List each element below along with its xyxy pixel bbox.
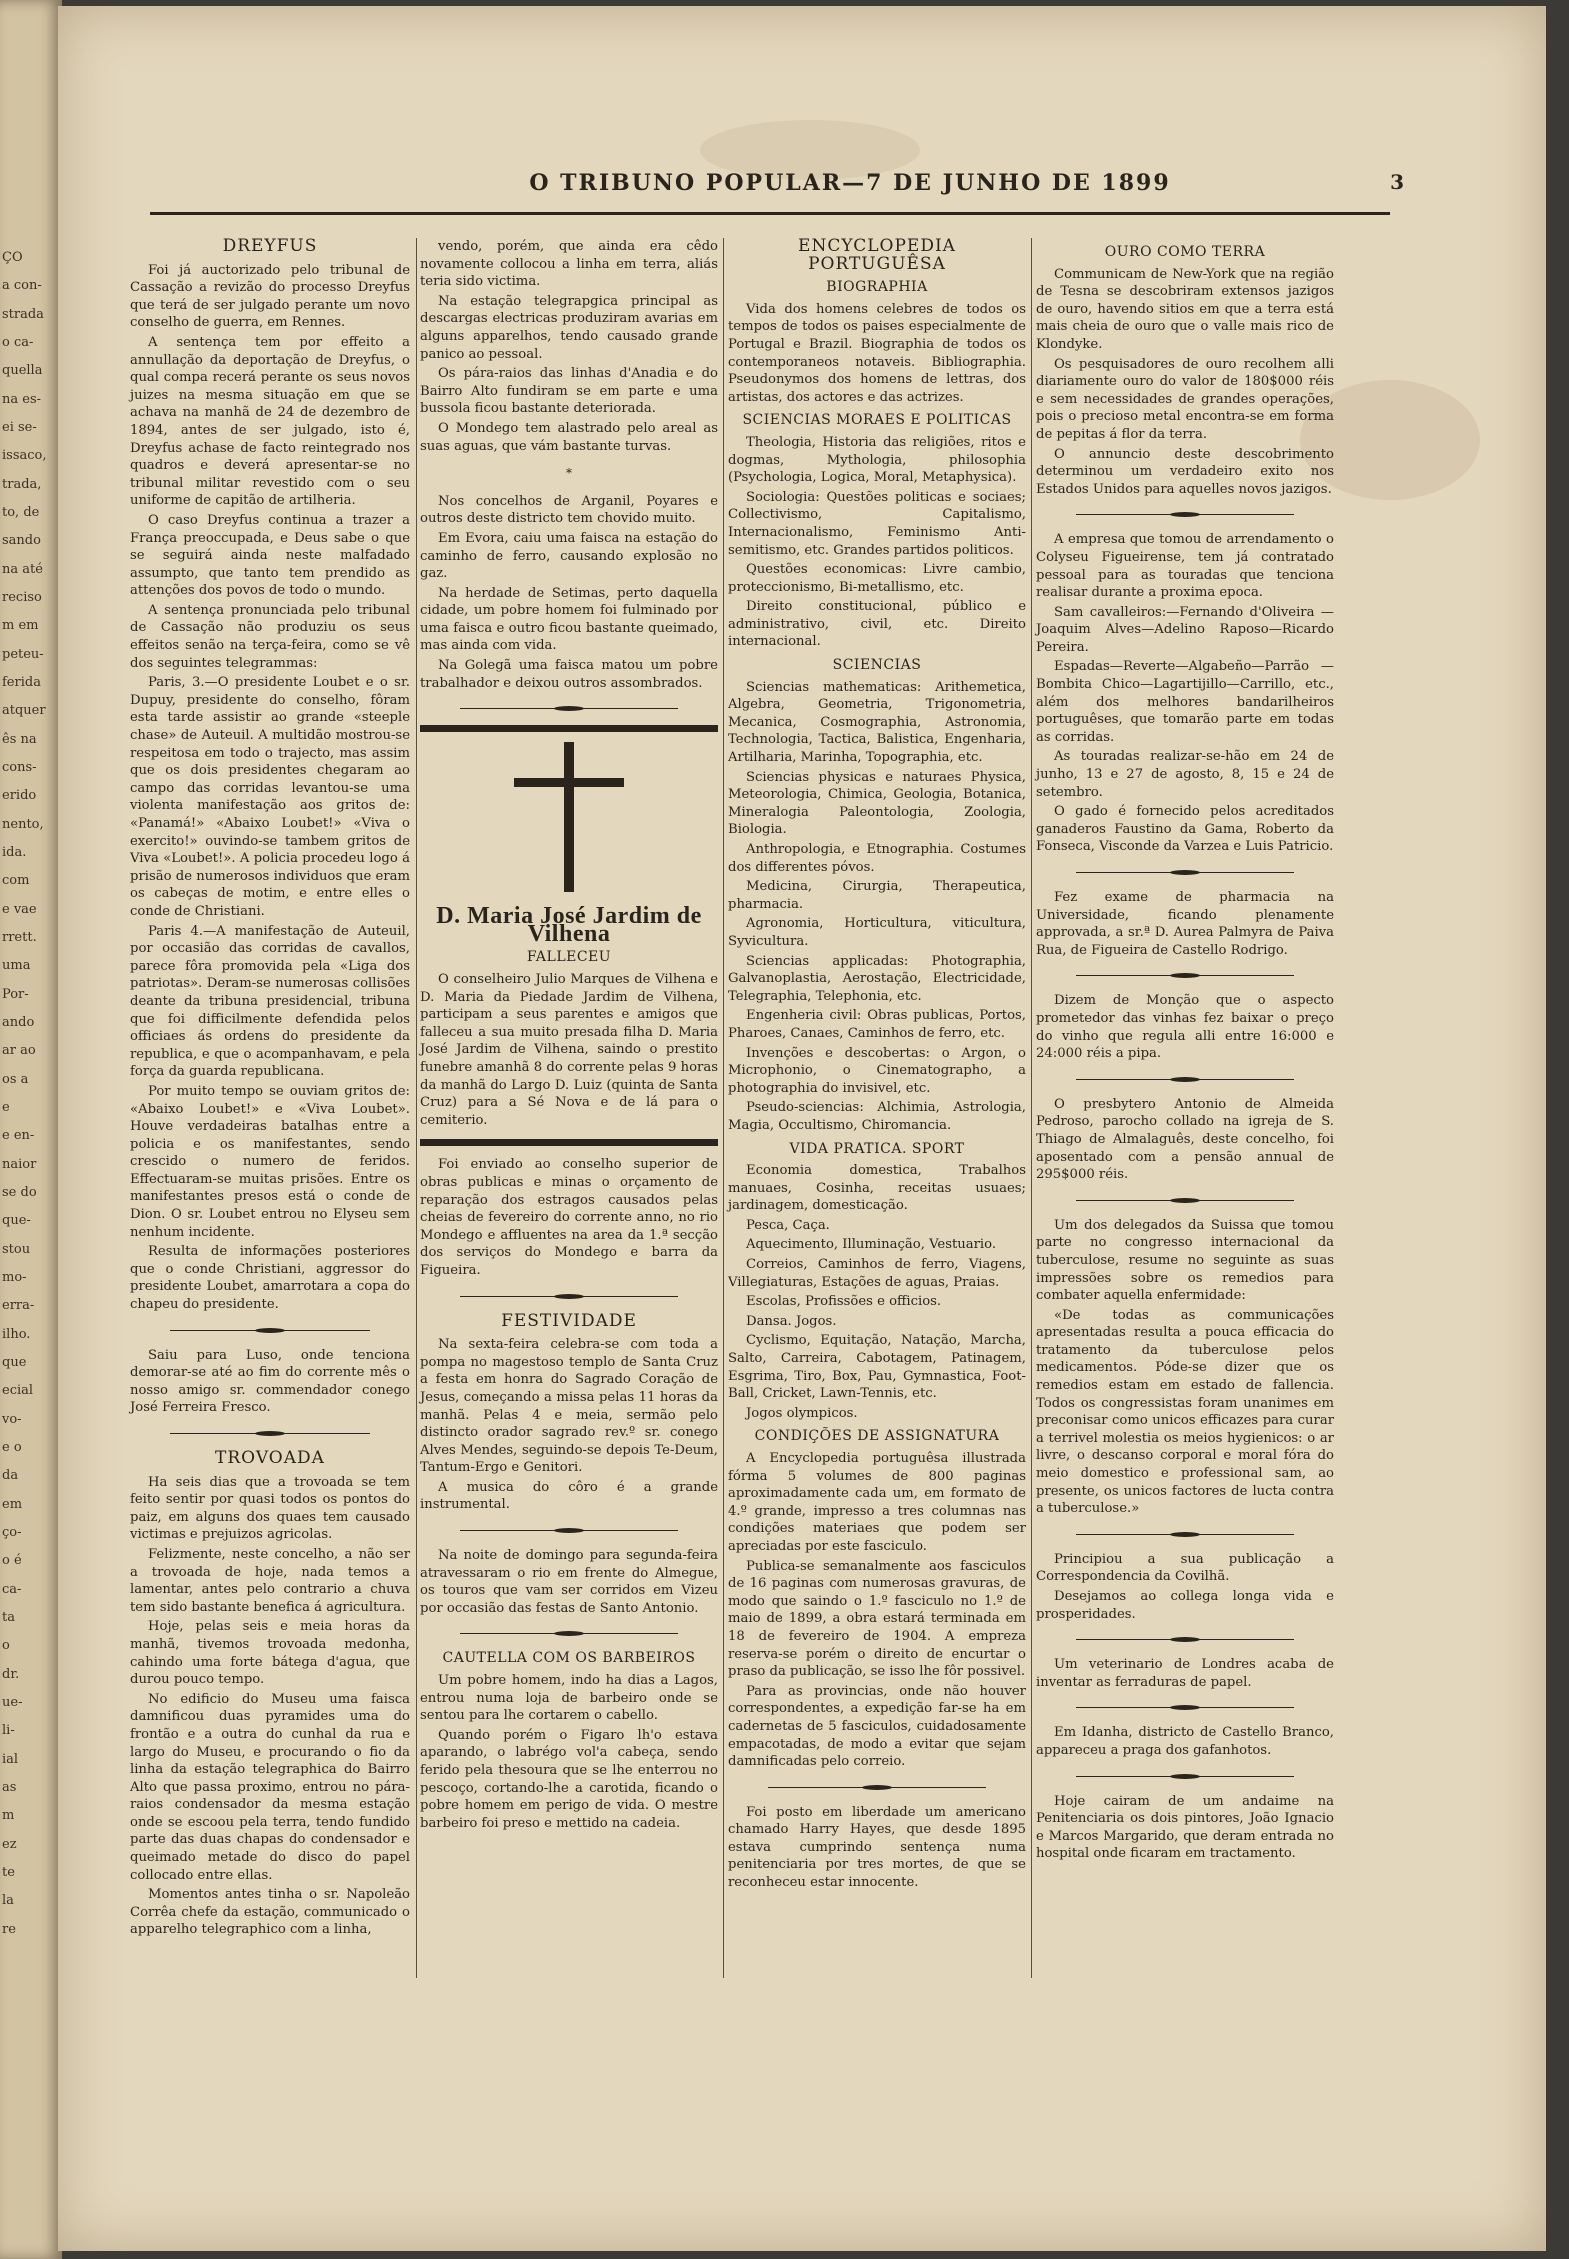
article-paragraph: Na sexta-feira celebra-se com toda a pompa no magestoso templo de Santa Cruz a festa em honra do Sagrado Coração de Jesus, começando a missa pelas 11 horas da manhã. Pelas 4 e meia, sermão pelo distincto orador sagrado rev.º sr. conego Alves Mendes, seguindo-se depois Te-Deum, Tantum-Ergo e Genitori. xyxy=(420,1337,718,1476)
masthead-rule xyxy=(150,212,1390,215)
previous-page-text-fragment: dr. xyxy=(2,1666,20,1682)
cross-icon xyxy=(420,742,718,892)
subsection-heading: BIOGRAPHIA xyxy=(826,279,928,296)
previous-page-text-fragment: o ca- xyxy=(2,335,34,350)
article-paragraph: O Mondego tem alastrado pelo areal as suas aguas, que vám bastante turvas. xyxy=(420,420,718,454)
section-separator xyxy=(1076,872,1294,873)
previous-page-text-fragment: na es- xyxy=(2,391,42,407)
previous-page-text-fragment: a con- xyxy=(2,278,42,294)
previous-page-text-fragment: o é xyxy=(2,1553,22,1569)
previous-page-text-fragment: e o xyxy=(2,1440,22,1455)
column-2 xyxy=(420,238,718,1834)
previous-page-text-fragment: atquer xyxy=(2,703,46,719)
article-paragraph: O presbytero Antonio de Almeida Pedroso, parocho collado na igreja de S. Thiago de Almalaguês, deste concelho, foi aposentado com a pensão annual de 295$000 réis. xyxy=(1036,1096,1334,1183)
previous-page-text-fragment: issaco, xyxy=(2,448,47,464)
article-paragraph: Paris, 3.—O presidente Loubet e o sr. Dupuy, presidente do conselho, fôram esta tarde assistir ao grande «steeple chase» de Auteuil. A multidão mostrou-se respeitosa em todo o trajecto, mas assim que os dois presidentes chegaram ao campo das corridas levantou-se uma violenta manifestação aos gritos de: «Panamá!» «Abaixo Loubet!» «Viva o exercito!» ouvindo-se tambem gritos de Viva «Loubet!». A policia procedeu logo á prisão de numerosos individuos que eram os cabeças de motim, e entre elles o conde de Christiani. xyxy=(130,675,410,919)
previous-page-text-fragment: ue- xyxy=(2,1695,23,1710)
section-separator xyxy=(460,1633,678,1634)
article-paragraph: Sciencias mathematicas: Arithemetica, Algebra, Geometria, Trigonometria, Mecanica, Cosmographia, Astronomia, Technologia, Tactica, Balistica, Engenharia, Artilharia, Marinha, Topographia, etc. xyxy=(728,679,1026,766)
column-3 xyxy=(728,238,1026,1894)
previous-page-text-fragment: ando xyxy=(2,1015,35,1030)
article-paragraph: Em Evora, caiu uma faisca na estação do caminho de ferro, causando explosão no gaz. xyxy=(420,530,718,582)
article-paragraph: Os pára-raios das linhas d'Anadia e do Bairro Alto fundiram se em parte e uma bussola ficou bastante deteriorada. xyxy=(420,366,718,417)
barbeiros-headline: CAUTELLA COM OS BARBEIROS xyxy=(442,1650,696,1667)
previous-page-text-fragment: com xyxy=(2,873,30,889)
article-paragraph: Pseudo-sciencias: Alchimia, Astrologia, Magia, Occultismo, Chiromancia. xyxy=(728,1100,1026,1133)
previous-page-text-fragment: te xyxy=(2,1865,15,1880)
article-paragraph: Publica-se semanalmente aos fasciculos de 16 paginas com numerosas gravuras, de modo que saindo o 1.º fasciculo no 1.º de maio de 1899, a obra estará terminada em 18 de fevereiro de 1904. A empreza reserva-se porém o direito de encurtar o praso da publicação, se isso lhe fôr possivel. xyxy=(728,1558,1026,1680)
previous-page-text-fragment: os a xyxy=(2,1071,29,1087)
article-paragraph: Dansa. Jogos. xyxy=(746,1313,837,1329)
article-paragraph: Jogos olympicos. xyxy=(746,1405,858,1421)
obituary-text: O conselheiro Julio Marques de Vilhena e D. Maria da Piedade Jardim de Vilhena, participam a seus parentes e amigos que falleceu a sua muito presada filha D. Maria José Jardim de Vilhena, saindo o prestito funebre amanhã 8 do corrente pelas 9 horas da manhã do Largo D. Luiz (quinta de Santa Cruz) para a Sé Nova e de lá para o cemiterio. xyxy=(420,972,718,1128)
section-separator xyxy=(768,1787,986,1788)
section-separator xyxy=(1076,1707,1294,1708)
previous-page-text-fragment: quella xyxy=(2,363,43,379)
previous-page-text-fragment: nento, xyxy=(2,816,44,832)
article-paragraph: Na noite de domingo para segunda-feira atravessaram o rio em frente do Almegue, os touros que vam ser corridos em Vizeu por occasião das festas de Santo Antonio. xyxy=(420,1548,718,1616)
article-paragraph: Anthropologia, e Etnographia. Costumes dos differentes póvos. xyxy=(728,842,1026,875)
section-separator xyxy=(1076,975,1294,976)
previous-page-text-fragment: da xyxy=(2,1468,19,1484)
previous-page-text-fragment: naior xyxy=(2,1156,37,1172)
masthead xyxy=(300,170,1406,196)
obituary-border-top xyxy=(420,725,718,732)
article-paragraph: O annuncio deste descobrimento determinou um verdadeiro exito nos Estados Unidos para aquelles novos jazigos. xyxy=(1036,446,1334,497)
previous-page-text-fragment: Por- xyxy=(2,986,29,1002)
previous-page-text-fragment: ida. xyxy=(2,845,27,860)
article-paragraph: Um pobre homem, indo ha dias a Lagos, entrou numa loja de barbeiro onde se sentou para lhe cortarem o cabello. xyxy=(420,1673,718,1724)
previous-page-text-fragment: ta xyxy=(2,1610,15,1625)
article-paragraph: Sociologia: Questões politicas e sociaes; Collectivismo, Capitalismo, Internacionalismo, Feminismo Anti-semitismo, etc. Grandes partidos politicos. xyxy=(728,489,1026,558)
column-divider xyxy=(416,238,417,1978)
article-paragraph: A empresa que tomou de arrendamento o Colyseu Figueirense, tem já contratado pessoal para as touradas que tenciona realisar durante a proxima epoca. xyxy=(1036,532,1334,601)
star-divider: * xyxy=(566,466,572,481)
subsection-heading: SCIENCIAS MORAES E POLITICAS xyxy=(742,412,1012,429)
encyclopedia-headline: ENCYCLOPEDIA PORTUGUÊSA xyxy=(798,236,956,274)
dreyfus-headline: DREYFUS xyxy=(222,236,318,256)
previous-page-text-fragment: cons- xyxy=(2,760,37,775)
section-separator xyxy=(1076,514,1294,515)
article-paragraph: Felizmente, neste concelho, a não ser a trovoada de hoje, nada temos a lamentar, antes pelo contrario a chuva tem sido bastante benefica á agricultura. xyxy=(130,1546,410,1615)
article-paragraph: Aquecimento, Illuminação, Vestuario. xyxy=(746,1237,997,1253)
article-paragraph: Por muito tempo se ouviam gritos de: «Abaixo Loubet!» e «Viva Loubet». Houve verdadeiras batalhas entre a policia e os manifestantes, sendo crescido o numero de feridos. Effectuaram-se muitas prisões. Entre os manifestantes presos está o conde de Dion. O sr. Loubet entrou no Elyseu sem nenhum incidente. xyxy=(130,1083,410,1240)
article-paragraph: A Encyclopedia portuguêsa illustrada fórma 5 volumes de 800 paginas aproximadamente cada um, em formato de 4.º grande, impresso a tres columnas nas condições materiaes que podem ser apreciadas por este fasciculo. xyxy=(728,1451,1026,1554)
article-paragraph: As touradas realizar-se-hão em 24 de junho, 13 e 27 de agosto, 8, 15 e 24 de setembro. xyxy=(1036,749,1334,800)
previous-page-text-fragment: e vae xyxy=(2,901,37,917)
section-separator xyxy=(460,1296,678,1297)
article-paragraph: Ha seis dias que a trovoada se tem feito sentir por quasi todos os pontos do paiz, em alguns dos quaes tem causado victimas e prejuizos agricolas. xyxy=(130,1474,410,1543)
article-paragraph: Cyclismo, Equitação, Natação, Marcha, Salto, Carreira, Cabotagem, Patinagem, Esgrima, Tiro, Box, Pau, Gymnastica, Foot-Ball, Cricket, Lawn-Tennis, etc. xyxy=(728,1333,1026,1402)
article-paragraph: Resulta de informações posteriores que o conde Christiani, aggressor do presidente Loubet, amarrotara a copa do chapeu do presidente. xyxy=(130,1244,410,1313)
obituary-name: D. Maria José Jardim de Vilhena xyxy=(436,903,702,947)
previous-page-text-fragment: ar ao xyxy=(2,1043,36,1059)
article-paragraph: vendo, porém, que ainda era cêdo novamente collocou a linha em terra, aliás teria sido victima. xyxy=(420,239,718,290)
subsection-heading: CONDIÇÕES DE ASSIGNATURA xyxy=(754,1428,1000,1445)
subsection-heading: VIDA PRATICA. SPORT xyxy=(789,1140,965,1157)
article-paragraph: Momentos antes tinha o sr. Napoleão Corrêa chefe da estação, communicado o apparelho telegraphico com a linha, xyxy=(130,1887,410,1938)
previous-page-text-fragment: em xyxy=(2,1496,23,1512)
previous-page-text-fragment: ês na xyxy=(2,731,37,747)
article-paragraph: Na herdade de Setimas, perto daquella cidade, um pobre homem foi fulminado por uma faisca e outro ficou bastante queimado, mas ainda com vida. xyxy=(420,585,718,654)
article-paragraph: Fez exame de pharmacia na Universidade, ficando plenamente approvada, a sr.ª D. Aurea Palmyra de Paiva Rua, de Figueira de Castello Rodrigo. xyxy=(1036,890,1334,958)
article-paragraph: Paris 4.—A manifestação de Auteuil, por occasião das corridas de cavallos, parece fôra promovida pela «Liga dos patriotas». Deram-se numerosas collisões deante da tribuna presidencial, tribuna que foi difficilmente defendida pelos officiaes ás ordens do presidente da republica, e que o acompanhavam, e pela força da guarda republicana. xyxy=(130,923,410,1080)
article-paragraph: Questões economicas: Livre cambio, proteccionismo, Bi-metallismo, etc. xyxy=(728,562,1026,595)
previous-page-text-fragment: na até xyxy=(2,561,43,577)
previous-page-text-fragment: re xyxy=(2,1921,16,1937)
column-4 xyxy=(1036,238,1334,1865)
section-separator xyxy=(1076,1639,1294,1640)
previous-page-text-fragment: strada xyxy=(2,306,44,322)
page-number: 3 xyxy=(1390,170,1406,194)
previous-page-text-fragment: reciso xyxy=(2,590,42,605)
article-paragraph: Sciencias applicadas: Photographia, Galvanoplastia, Aerostação, Electricidade, Telegraphia, Telephonia, etc. xyxy=(728,953,1026,1004)
article-paragraph: Dizem de Monção que o aspecto prometedor das vinhas fez baixar o preço do vinho que regula alli entre 16:000 e 24:000 réis a pipa. xyxy=(1036,993,1334,1062)
article-paragraph: Hoje, pelas seis e meia horas da manhã, tivemos trovoada medonha, cahindo uma forte bátega d'agua, que durou pouco tempo. xyxy=(130,1619,410,1688)
previous-page-edge xyxy=(0,0,62,2259)
column-1 xyxy=(130,238,410,1941)
previous-page-text-fragment: erra- xyxy=(2,1298,35,1314)
previous-page-text-fragment: o xyxy=(2,1638,10,1654)
previous-page-text-fragment: trada, xyxy=(2,476,42,492)
article-paragraph: O gado é fornecido pelos acreditados ganaderos Faustino da Gama, Roberto da Fonseca, Visconde da Varzea e Luis Patricio. xyxy=(1036,804,1334,855)
article-paragraph: Um dos delegados da Suissa que tomou parte no congresso internacional da tuberculose, resume no seguinte as suas impressões sobre os remedios para combater aquella enfermidade: xyxy=(1036,1217,1334,1304)
section-separator xyxy=(1076,1079,1294,1080)
article-paragraph: Medicina, Cirurgia, Therapeutica, pharmacia. xyxy=(728,879,1026,912)
previous-page-text-fragment: uma xyxy=(2,958,31,974)
previous-page-text-fragment: que xyxy=(2,1355,27,1370)
previous-page-text-fragment: se do xyxy=(2,1185,37,1200)
article-paragraph: Principiou a sua publicação a Correspondencia da Covilhã. xyxy=(1036,1551,1334,1585)
previous-page-text-fragment: m em xyxy=(2,618,39,634)
column-divider xyxy=(1031,238,1032,1978)
article-paragraph: Nos concelhos de Arganil, Poyares e outros deste districto tem chovido muito. xyxy=(420,493,718,527)
section-separator xyxy=(1076,1200,1294,1201)
article-paragraph: A sentença pronunciada pelo tribunal de Cassação não produziu os seus effeitos senão na terça-feira, como se vê dos seguintes telegrammas: xyxy=(130,602,410,671)
article-paragraph: Escolas, Profissões e officios. xyxy=(746,1294,942,1310)
article-paragraph: A musica do côro é a grande instrumental. xyxy=(420,1479,718,1513)
article-paragraph: Sciencias physicas e naturaes Physica, Meteorologia, Chimica, Geologia, Botanica, Mineralogia Paleontologia, Zoologia, Biologia. xyxy=(728,769,1026,838)
article-paragraph: Na estação telegrapgica principal as descargas electricas produziram avarias em alguns apparelhos, tendo causado grande panico ao pessoal. xyxy=(420,293,718,362)
previous-page-text-fragment: ço- xyxy=(2,1525,22,1540)
article-paragraph: Direito constitucional, público e administrativo, civil, etc. Direito internacional. xyxy=(728,599,1026,650)
previous-page-text-fragment: li- xyxy=(2,1723,15,1739)
article-paragraph: Communicam de New-York que na região de Tesna se descobriram extensos jazigos de ouro, havendo sitios em que a terra está mais cheia de ouro que o valle mais rico de Klondyke. xyxy=(1036,266,1334,352)
article-paragraph: Para as provincias, onde não houver correspondentes, a expedição far-se ha em cadernetas de 5 fasciculos, cuidadosamente empacotadas, de modo a evitar que sejam damnificadas pelo correio. xyxy=(728,1683,1026,1770)
section-separator xyxy=(460,1530,678,1531)
article-paragraph: Vida dos homens celebres de todos os tempos de todos os paises especialmente de Portugal e Brazil. Biographia de todos os contemporaneos notaveis. Bibliographia. Pseudonymos dos homens de lettras, dos artistas, dos actores e das actrizes. xyxy=(728,301,1026,405)
festividade-headline: FESTIVIDADE xyxy=(501,1310,637,1331)
article-paragraph: O caso Dreyfus continua a trazer a França preoccupada, e Deus sabe o que se seguirá ainda neste malfadado assumpto, que tanto tem prendido as attenções dos povos de todo o mundo. xyxy=(130,512,410,599)
article-paragraph: Na Golegã uma faisca matou um pobre trabalhador e deixou outros assombrados. xyxy=(420,658,718,691)
article-paragraph: Em Idanha, districto de Castello Branco, appareceu a praga dos gafanhotos. xyxy=(1036,1725,1334,1758)
previous-page-text-fragment: ial xyxy=(2,1751,19,1767)
article-paragraph: Agronomia, Horticultura, viticultura, Syvicultura. xyxy=(728,916,1026,949)
previous-page-text-fragment: to, de xyxy=(2,505,40,520)
section-separator xyxy=(170,1433,370,1434)
article-paragraph: No edificio do Museu uma faisca damnificou duas pyramides uma do frontão e a outra do cunhal da rua e largo do Museu, e procurando o fio da linha da estação telegraphica do Bairro Alto que passa proximo, entrou no pára-raios condensador da mesma estação onde se escoou pela terra, tendo fundido parte das duas chapas do condensador e queimado metade do disco do papel collocado entre ellas. xyxy=(130,1691,410,1883)
article-paragraph: Hoje cairam de um andaime na Penitenciaria os dois pintores, João Ignacio e Marcos Margarido, que deram entrada no hospital onde ficaram em tractamento. xyxy=(1036,1793,1334,1862)
masthead-date: 7 DE JUNHO DE 1899 xyxy=(866,170,1171,196)
obituary-border-bottom xyxy=(420,1139,718,1146)
article-paragraph: Engenheria civil: Obras publicas, Portos, Pharoes, Canaes, Caminhos de ferro, etc. xyxy=(728,1008,1026,1041)
article-paragraph: Quando porém o Figaro lh'o estava aparando, o labrégo vol'a cabeça, sendo ferido pela thesoura que se lhe enterrou no pescoço, cortando-lhe a carotida, ficando o pobre homem em perigo de vida. O mestre barbeiro foi preso e mettido na cadeia. xyxy=(420,1727,718,1831)
previous-page-text-fragment: e xyxy=(2,1100,10,1115)
previous-page-text-fragment: la xyxy=(2,1893,14,1909)
article-paragraph: Invenções e descobertas: o Argon, o Microphonio, o Cinematographo, a photographia do invisivel, etc. xyxy=(728,1045,1026,1096)
previous-page-text-fragment: rrett. xyxy=(2,930,37,945)
article-paragraph: Os pesquisadores de ouro recolhem alli diariamente ouro do valor de 180$000 réis e sem necessidades de grandes operações, pois o precioso metal encontra-se em forma de pepitas á flor da terra. xyxy=(1036,356,1334,442)
article-paragraph: Um veterinario de Londres acaba de inventar as ferraduras de papel. xyxy=(1036,1657,1334,1690)
trovoada-headline: TROVOADA xyxy=(215,1448,325,1468)
previous-page-text-fragment: stou xyxy=(2,1241,31,1257)
article-paragraph: Pesca, Caça. xyxy=(746,1217,830,1233)
article-paragraph: «De todas as communicações apresentadas resulta a pouca efficacia do tratamento da tuberculose pelos medicamentos. Póde-se dizer que os remedios estam em estado de fallencia. Todos os congressistas foram unanimes em preconisar como unicos efficazes para curar a terrivel molestia os meios hygienicos: o ar livre, o descanso corporal e moral fóra do meio domestico e professional sam, ao presente, os unicos factores de lucta contra a tuberculose.» xyxy=(1036,1307,1334,1517)
previous-page-text-fragment: ez xyxy=(2,1836,17,1852)
previous-page-text-fragment: as xyxy=(2,1780,17,1795)
article-paragraph: Theologia, Historia das religiões, ritos e dogmas, Mythologia, philosophia (Psychologia, Logica, Moral, Metaphysica). xyxy=(728,434,1026,486)
section-separator xyxy=(1076,1776,1294,1777)
article-paragraph: Desejamos ao collega longa vida e prosperidades. xyxy=(1036,1589,1334,1622)
previous-page-text-fragment: ilho. xyxy=(2,1326,31,1342)
previous-page-text-fragment: ca- xyxy=(2,1581,22,1597)
article-paragraph: Correios, Caminhos de ferro, Viagens, Villegiaturas, Estações de aguas, Praias. xyxy=(728,1257,1026,1290)
previous-page-text-fragment: ecial xyxy=(2,1383,34,1399)
previous-page-text-fragment: ferida xyxy=(2,675,41,690)
previous-page-text-fragment: ÇO xyxy=(2,250,23,265)
previous-page-text-fragment: erido xyxy=(2,788,37,804)
article-paragraph: Sam cavalleiros:—Fernando d'Oliveira —Joaquim Alves—Adelino Raposo—Ricardo Pereira. xyxy=(1036,604,1334,655)
article-paragraph: Saiu para Luso, onde tenciona demorar-se até ao fim do corrente mês o nosso amigo sr. commendador conego José Ferreira Fresco. xyxy=(130,1347,410,1416)
article-paragraph: Foi enviado ao conselho superior de obras publicas e minas o orçamento de reparação dos estragos causados pelas cheias de fevereiro do corrente anno, no rio Mondego e affluentes na area da 1.ª secção dos serviços do Mondego e barra da Figueira. xyxy=(420,1157,718,1278)
previous-page-text-fragment: e en- xyxy=(2,1128,35,1144)
previous-page-text-fragment: peteu- xyxy=(2,646,44,662)
previous-page-text-fragment: m xyxy=(2,1808,15,1824)
section-separator xyxy=(170,1330,370,1331)
section-separator xyxy=(460,708,678,709)
article-paragraph: Espadas—Reverte—Algabeño—Parrão —Bombita Chico—Lagartijillo—Carrillo, etc., além dos melhores bandarilheiros portuguêses, que tomarão parte em todas as corridas. xyxy=(1036,659,1334,745)
previous-page-text-fragment: mo- xyxy=(2,1270,27,1285)
article-paragraph: A sentença tem por effeito a annullação da deportação de Dreyfus, o qual compa recerá perante os seus novos juizes na mesma situação em que se achava na manhã de 24 de dezembro de 1894, antes de ser julgado, isto é, Dreyfus achase de facto reintegrado nos quadros e deverá apresentar-se no tribunal militar revestido com o seu uniforme de capitão de artilheria. xyxy=(130,334,410,509)
subsection-heading: SCIENCIAS xyxy=(832,657,922,674)
article-paragraph: Foi já auctorizado pelo tribunal de Cassação a revizão do processo Dreyfus que terá de ser julgado perante um novo conselho de guerra, em Rennes. xyxy=(130,262,410,331)
obituary-subtitle: FALLECEU xyxy=(526,949,612,966)
ouro-headline: OURO COMO TERRA xyxy=(1104,244,1266,260)
masthead-title: O TRIBUNO POPULAR— xyxy=(529,170,867,196)
previous-page-text-fragment: sando xyxy=(2,533,41,549)
column-divider xyxy=(723,238,724,1978)
article-paragraph: Economia domestica, Trabalhos manuaes, Cosinha, receitas usuaes; jardinagem, domesticação. xyxy=(728,1163,1026,1214)
previous-page-text-fragment: ei se- xyxy=(2,420,37,435)
article-paragraph: Foi posto em liberdade um americano chamado Harry Hayes, que desde 1895 estava cumprindo sentença numa penitenciaria por tres mortes, de que se reconheceu estar innocente. xyxy=(728,1804,1026,1891)
section-separator xyxy=(1076,1534,1294,1535)
previous-page-text-fragment: vo- xyxy=(2,1411,22,1427)
previous-page-text-fragment: que- xyxy=(2,1213,31,1229)
